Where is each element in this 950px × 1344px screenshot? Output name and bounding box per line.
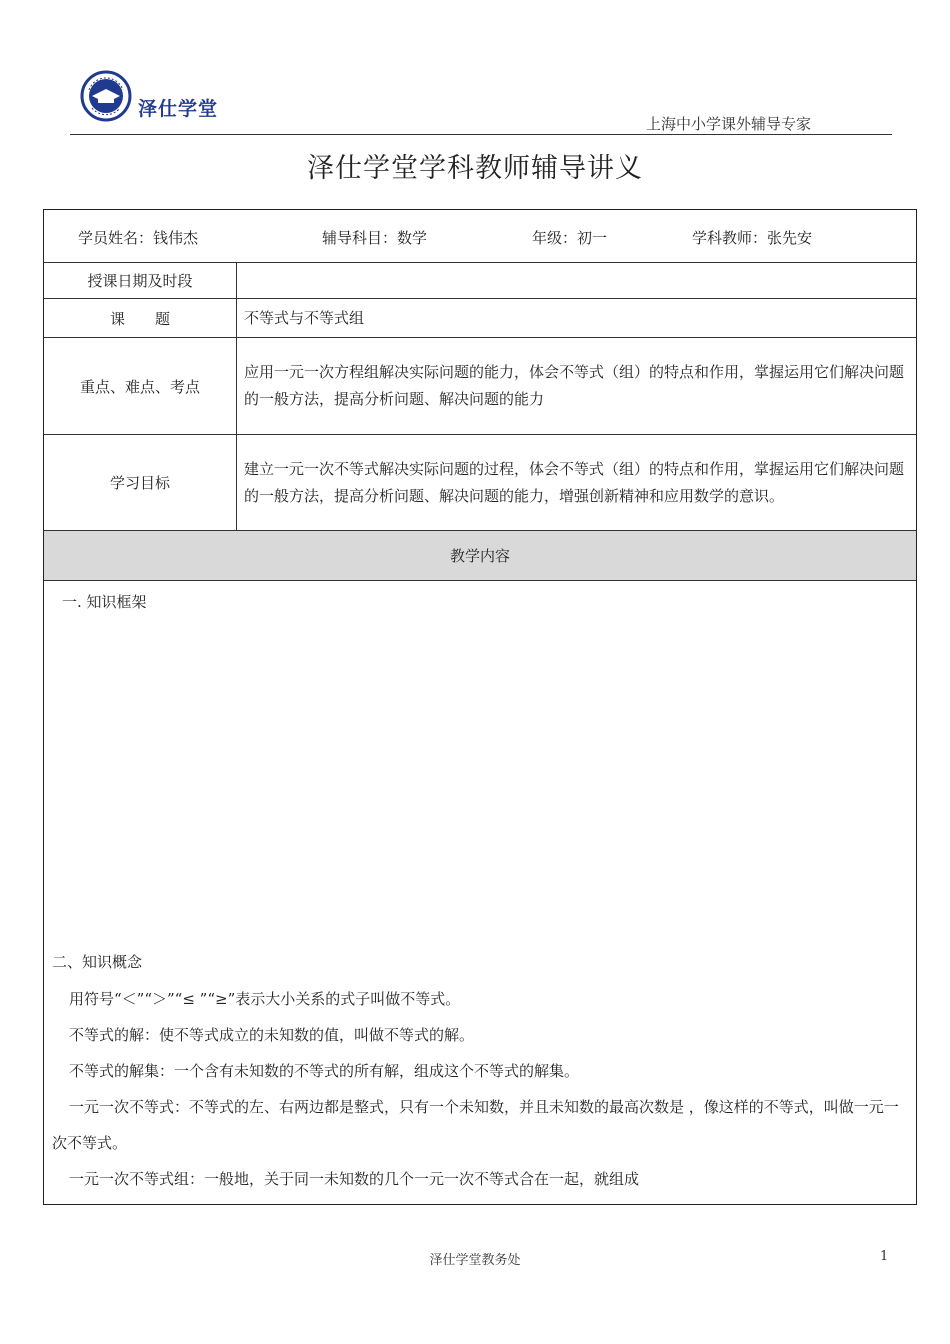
footer-office: 泽仕学堂教务处 [429,1253,521,1268]
key-points-value: 应用一元一次方程组解决实际问题的能力，体会不等式（组）的特点和作用，掌握运用它们解决问题的一般方法，提高分析问题、解决问题的能力 [244,363,905,408]
concept-inequality-solution: 不等式的解：使不等式成立的未知数的值，叫做不等式的解。 [69,1026,475,1044]
student-info-row [44,210,916,263]
key-points-row [44,338,916,435]
school-logo-text: 泽仕学堂 [138,98,219,120]
learning-goals-value: 建立一元一次不等式解决实际问题的过程，体会不等式（组）的特点和作用，掌握运用它们解决问题的一般方法，提高分析问题、解决问题的能力，增强创新精神和应用数学的意识。 [244,459,905,505]
section-knowledge-framework: 一. 知识框架 [62,593,147,611]
lesson-date-row [44,263,916,299]
subject-name: 辅导科目：数学 [322,229,428,247]
teaching-content-header-row [44,531,916,581]
concept-solution-set: 不等式的解集：一个含有未知数的不等式的所有解，组成这个不等式的解集。 [69,1062,580,1080]
concept-inequality-definition: 用符号“＜”“＞”“≤ ”“≥”表示大小关系的式子叫做不等式。 [69,990,461,1008]
document-title: 泽仕学堂学科教师辅导讲义 [307,153,643,184]
lesson-topic-value: 不等式与不等式组 [244,308,365,327]
teaching-content-header: 教学内容 [449,547,510,565]
section-knowledge-concepts: 二、知识概念 [52,953,143,971]
page-number: 1 [880,1249,889,1264]
header-tagline: 上海中小学课外辅导专家 [646,115,812,133]
learning-goals-row [44,435,916,531]
lesson-table [43,209,917,1205]
lesson-topic-label: 课 题 [44,299,237,337]
student-name: 学员姓名：钱伟杰 [78,229,199,247]
school-badge-icon [80,70,132,122]
concept-linear-inequality: 一元一次不等式：不等式的左、右两边都是整式，只有一个未知数，并且未知数的最高次数是 ，像这样的不等式，叫做一元一次不等式。 [52,1098,899,1152]
header-divider [70,134,892,135]
concept-linear-inequality-system: 一元一次不等式组：一般地，关于同一未知数的几个一元一次不等式合在一起，就组成 [69,1170,640,1188]
learning-goals-label: 学习目标 [44,435,237,530]
lesson-topic-row [44,299,916,338]
lesson-date-value [236,263,916,298]
school-logo [80,70,240,124]
teaching-content-body [44,581,916,1205]
grade-level: 年级：初一 [532,229,608,247]
key-points-label: 重点、难点、考点 [44,338,237,434]
teacher-name: 学科教师：张先安 [692,229,813,247]
lesson-date-label: 授课日期及时段 [44,263,237,298]
